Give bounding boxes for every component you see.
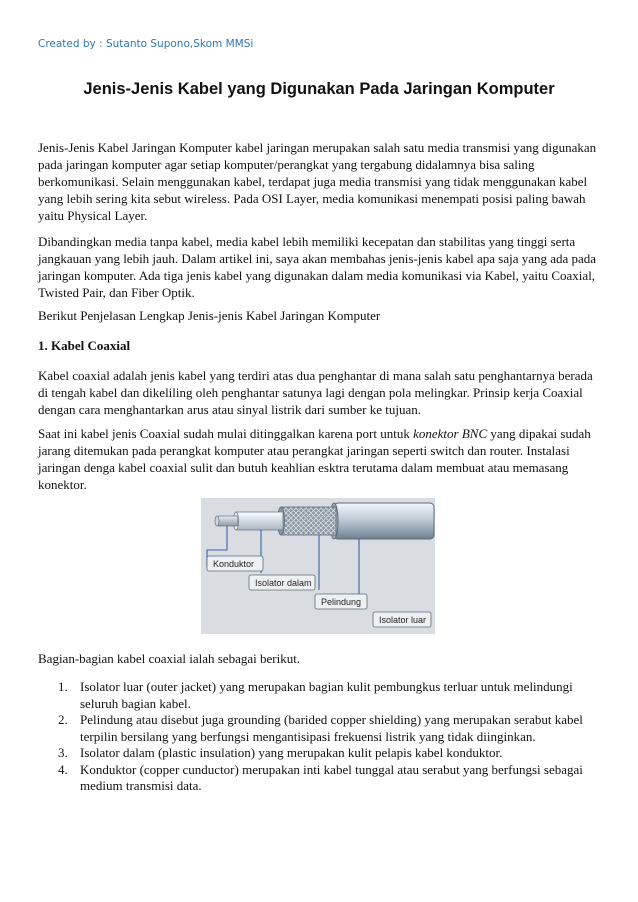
list-item-text: Isolator luar (outer jacket) yang merupakan bagian kulit pembungkus terluar untuk melindungi seluruh bagian kabel. [80, 679, 573, 711]
list-item-text: Pelindung atau disebut juga grounding (barided copper shielding) yang merupakan serabut kabel terpilin bersilang yang berfungsi mengantisipasi frekuensi listrik yang tidak diinginkan. [80, 712, 583, 744]
list-item-number: 2. [58, 712, 68, 727]
list-item [38, 745, 598, 762]
intro-paragraph-3: Berikut Penjelasan Lengkap Jenis-jenis Kabel Jaringan Komputer [38, 308, 381, 323]
page-title: Jenis-Jenis Kabel yang Digunakan Pada Jaringan Komputer [83, 80, 555, 98]
label-pelindung: Pelindung [321, 597, 362, 607]
section-heading-coaxial: 1. Kabel Coaxial [38, 338, 131, 353]
coaxial-p2-after: yang dipakai sudah jarang ditemukan pada perangkat komputer atau perangkat jaringan seperti switch dan router. Instalasi jaringan denga kabel coaxial sulit dan butuh keahlian esktra terutama dalam membuat atau memasang konektor. [38, 426, 591, 492]
list-item [38, 679, 598, 712]
intro-paragraph-2: Dibandingkan media tanpa kabel, media kabel lebih memiliki kecepatan dan stabilitas yang tinggi serta jangkauan yang lebih jauh. Dalam artikel ini, saya akan membahas jenis-jenis kabel apa saja yang ada pada jaringan komputer. Ada tiga jenis kabel yang digunakan dalam media komunikasi via Kabel, yaitu Coaxial, Twisted Pair, dan Fiber Optik. [38, 234, 597, 300]
list-item [38, 762, 598, 795]
parts-intro: Bagian-bagian kabel coaxial ialah sebagai berikut. [38, 651, 301, 666]
list-item-number: 1. [58, 679, 68, 694]
list-item-text: Isolator dalam (plastic insulation) yang merupakan kulit pelapis kabel konduktor. [80, 745, 503, 760]
coaxial-paragraph-2 [38, 425, 598, 493]
coaxial-p2-before: Saat ini kabel jenis Coaxial sudah mulai ditinggalkan karena port untuk [38, 426, 414, 441]
bnc-connector-term: konektor BNC [413, 426, 488, 441]
coaxial-cable-figure [201, 498, 435, 634]
label-isolator-luar: Isolator luar [379, 615, 427, 625]
coaxial-paragraph-1: Kabel coaxial adalah jenis kabel yang terdiri atas dua penghantar di mana salah satu penghantarnya berada di tengah kabel dan dikeliling oleh penghantar satunya lagi dengan pola melingkar. Prinsip kerja Coaxial dengan cara menghantarkan arus atau sinyal listrik dari sumber ke tujuan. [38, 368, 593, 417]
list-item-number: 4. [58, 761, 68, 777]
list-item-number: 3. [58, 745, 68, 760]
callout-isolator-dalam [249, 575, 315, 590]
list-item [38, 712, 598, 745]
list-item-text: Konduktor (copper cunductor) merupakan inti kabel tunggal atau serabut yang berfungsi sebagai medium transmisi data. [80, 761, 583, 793]
created-by-line: Created by : Sutanto Supono,Skom MMSi [38, 38, 254, 50]
label-isolator-dalam: Isolator dalam [255, 578, 312, 588]
callout-konduktor [207, 556, 263, 571]
coaxial-parts-list [38, 679, 598, 795]
coaxial-cable-illustration [215, 503, 434, 539]
intro-paragraph-1: Jenis-Jenis Kabel Jaringan Komputer kabel jaringan merupakan salah satu media transmisi yang digunakan pada jaringan komputer agar setiap komputer/perangkat yang tergabung didalamnya bisa saling berkomunikasi. Selain menggunakan kabel, terdapat juga media transmisi yang tidak menggunakan kabel yang lebih sering kita sebut wireless. Pada OSI Layer, media komunikasi menempati posisi paling bawah yaitu Physical Layer. [38, 140, 597, 223]
callout-isolator-luar [373, 612, 431, 627]
callout-pelindung [315, 594, 367, 609]
label-konduktor: Konduktor [213, 559, 255, 569]
